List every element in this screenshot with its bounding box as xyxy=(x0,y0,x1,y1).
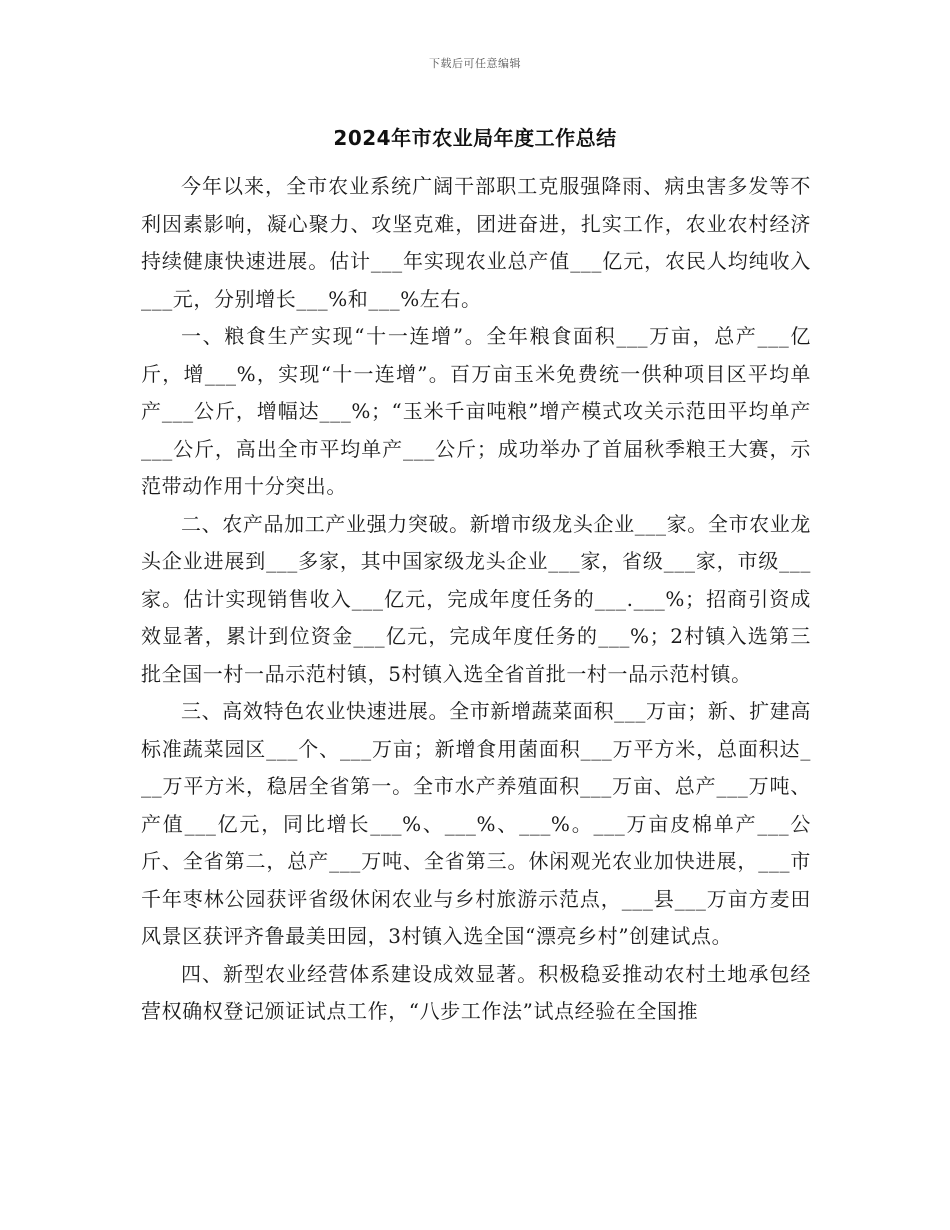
document-body xyxy=(141,168,811,1031)
paragraph-new-business-system: 四、新型农业经营体系建设成效显著。积极稳妥推动农村土地承包经营权确权登记颁证试点工作，“八步工作法”试点经验在全国推 xyxy=(141,961,811,1023)
paragraph-grain-production: 一、粮食生产实现“十一连增”。全年粮食面积___万亩，总产___亿斤，增___%，实现“十一连增”。百万亩玉米免费统一供种项目区平均单产___公斤，增幅达___%；“玉米千亩吨粮”增产模式攻关示范田平均单产___公斤，高出全市平均单产___公斤；成功举办了首届秋季粮王大赛，示范带动作用十分突出。 xyxy=(141,324,811,498)
paragraph-intro: 今年以来，全市农业系统广阔干部职工克服强降雨、病虫害多发等不利因素影响，凝心聚力、攻坚克难，团进奋进，扎实工作，农业农村经济持续健康快速进展。估计___年实现农业总产值___亿元，农民人均纯收入___元，分别增长___%和___%左右。 xyxy=(141,174,811,311)
paragraph-specialty-agriculture: 三、高效特色农业快速进展。全市新增蔬菜面积___万亩；新、扩建高标准蔬菜园区___个、___万亩；新增食用菌面积___万平方米，总面积达___万平方米，稳居全省第一。全市水产养殖面积___万亩、总产___万吨、产值___亿元，同比增长___%、___%、___%。___万亩皮棉单产___公斤、全省第二，总产___万吨、全省第三。休闲观光农业加快进展，___市千年枣林公园获评省级休闲农业与乡村旅游示范点，___县___万亩方麦田风景区获评齐鲁最美田园，3村镇入选全国“漂亮乡村”创建试点。 xyxy=(141,699,811,948)
paragraph-agro-processing: 二、农产品加工产业强力突破。新增市级龙头企业___家。全市农业龙头企业进展到___多家，其中国家级龙头企业___家，省级___家，市级___家。估计实现销售收入___亿元，完成年度任务的___.___%；招商引资成效显著，累计到位资金___亿元，完成年度任务的___%；2村镇入选第三批全国一村一品示范村镇，5村镇入选全省首批一村一品示范村镇。 xyxy=(141,511,811,686)
document-title: 2024年市农业局年度工作总结 xyxy=(333,126,617,150)
header-note: 下载后可任意编辑 xyxy=(429,57,521,70)
